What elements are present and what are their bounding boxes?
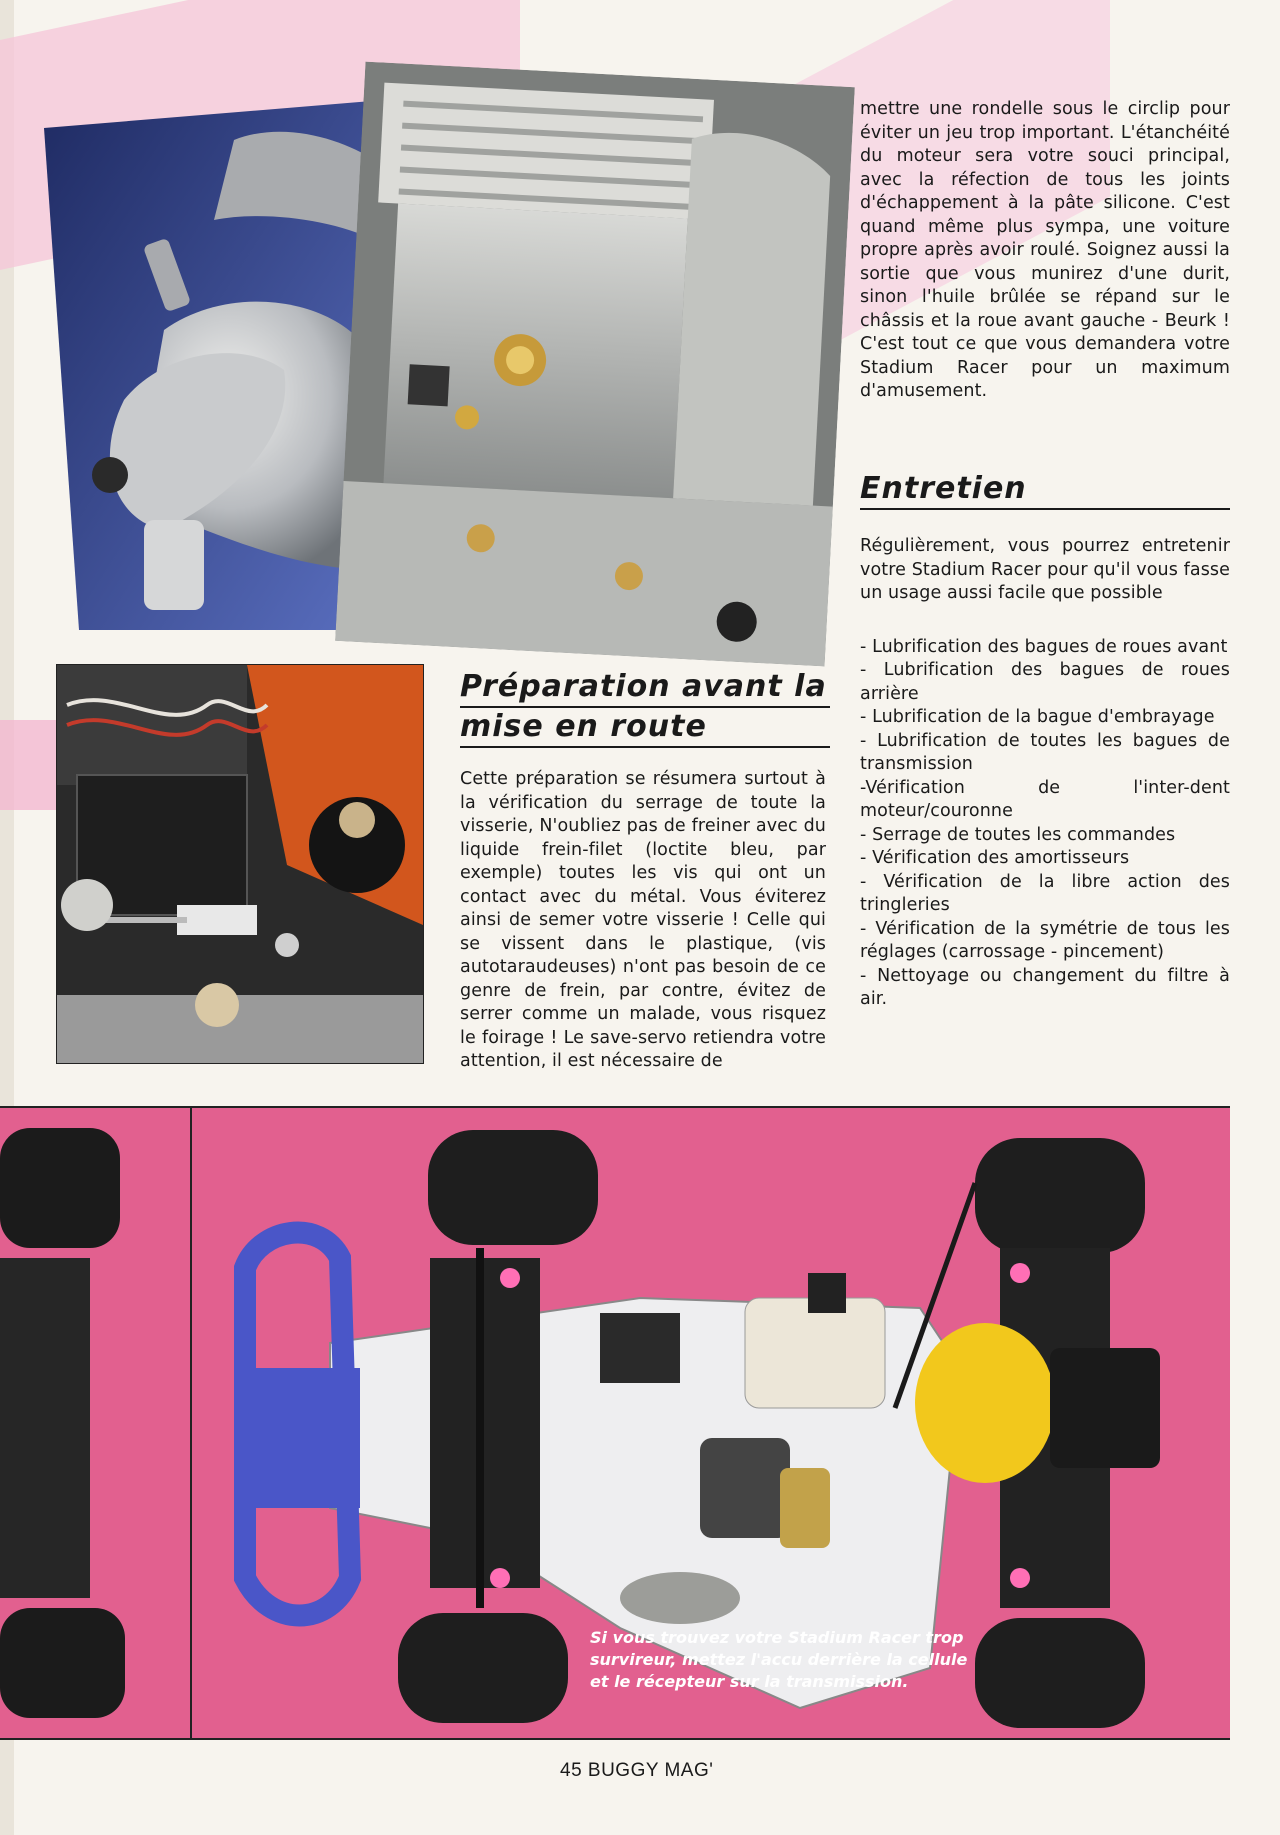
list-item: - Lubrification des bagues de roues avant [860,636,1228,657]
exhaust-photo-art [44,100,384,630]
list-item: - Lubrification de la bague d'embrayage [860,707,1215,727]
preparation-heading [460,668,830,748]
preparation-body: Cette préparation se résumera surtout à la vérification du serrage de toute la visserie, N'oubliez pas de freiner avec du liquide frein-filet (loctite bleu, par exemple) toutes les vis qui ont un contact avec du métal. Vous éviterez ainsi de semer votre visserie ! Celle qui se vissent dans le plastique, (vis autotaraudeuses) n'ont pas besoin de ce genre de frein, par contre, évitez de serrer comme un malade, vous risquez le foirage ! Le save-servo retiendra votre attention, il est nécessaire de [460,769,826,1071]
entretien-list [860,636,1230,1012]
entretien-intro: Régulièrement, vous pourrez entretenir votre Stadium Racer pour qu'il vous fasse un usage aussi facile que possible [860,536,1230,603]
servo-photo-art [57,665,423,1063]
preparation-section [460,768,826,1096]
servo-photo [56,664,424,1064]
list-item: - Lubrification de toutes les bagues de transmission [860,730,1230,774]
list-item: - Vérification des amortisseurs [860,848,1130,868]
pink-swoosh-left [0,720,60,810]
preparation-heading-line1: Préparation avant la [460,668,830,708]
list-item: - Vérification de la symétrie de tous les réglages (carrossage - pincement) [860,918,1230,962]
entretien-section [860,535,1230,1012]
engine-photo-art [335,62,855,667]
photo-caption: Si vous trouvez votre Stadium Racer trop survireur, mettez l'accu derrière la cellule et le récepteur sur la transmission. [590,1628,968,1691]
list-item: - Lubrification des bagues de roues arrière [860,660,1230,704]
preparation-heading-line2: mise en route [460,708,830,748]
list-item: -Vérification de l'inter-dent moteur/couronne [860,777,1230,821]
list-item: - Serrage de toutes les commandes [860,824,1176,845]
page-footer: 45 BUGGY MAG' [560,1760,714,1781]
exhaust-photo [44,100,384,630]
list-item: - Nettoyage ou changement du filtre à air. [860,965,1230,1009]
list-item: - Vérification de la libre action des tringleries [860,871,1230,915]
top-right-paragraph: mettre une rondelle sous le circlip pour éviter un jeu trop important. L'étanchéité du moteur sera votre souci principal, avec la réfection de tous les joints d'échappement à la pâte silicone. C'est quand même plus sympa, une voiture propre après avoir roulé. Soignez aussi la sortie que vous munirez d'une durit, sinon l'huile brûlée se répand sur le châssis et la roue avant gauche - Beurk ! C'est tout ce que vous demandera votre Stadium Racer pour un maximum d'amusement. [860,99,1230,401]
engine-photo [335,62,855,667]
entretien-heading: Entretien [860,470,1230,510]
article-continuation [860,98,1230,426]
